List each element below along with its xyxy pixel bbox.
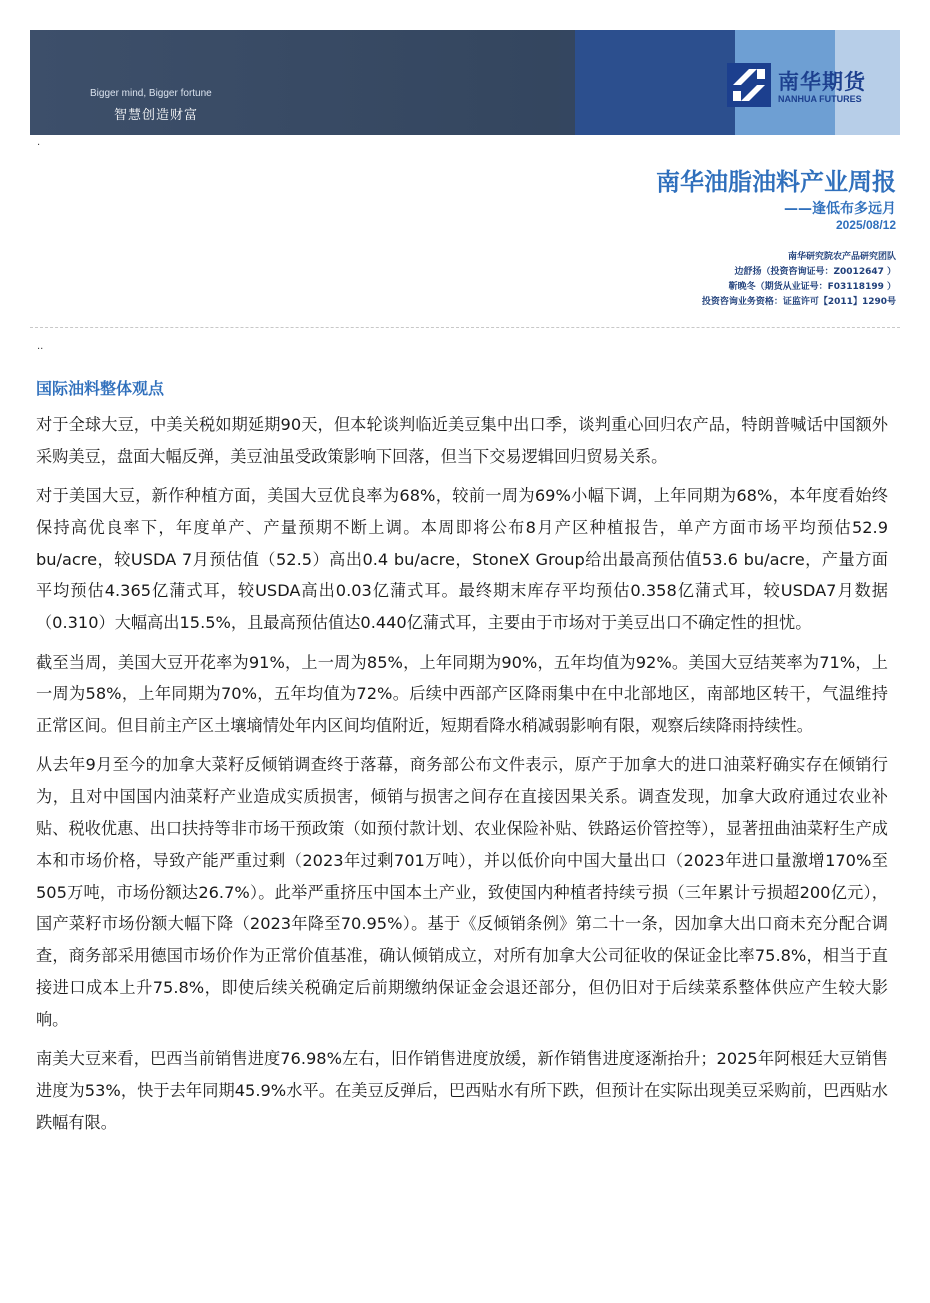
- report-date: 2025/08/12: [835, 218, 896, 232]
- report-subtitle: ——逢低布多远月: [784, 201, 896, 217]
- header-banner: [30, 30, 900, 135]
- logo-text-english: NANHUA FUTURES: [778, 94, 862, 104]
- paragraph-global-soybean: 对于全球大豆，中美关税如期延期90天，但本轮谈判临近美豆集中出口季，谈判重心回归农产品，特朗普喊话中国额外采购美豆，盘面大幅反弹，美豆油虽受政策影响下回落，但当下交易逻辑回归贸易关系。: [36, 415, 888, 466]
- banner-panel-dark: [575, 30, 735, 135]
- paragraph-us-soybean: 对于美国大豆，新作种植方面，美国大豆优良率为68%，较前一周为69%小幅下调，上年同期为68%，本年度看始终保持高优良率下，年度单产、产量预期不断上调。本周即将公布8月产区种植报告，单产方面市场平均预估52.9 bu/acre，较USDA 7月预估值（52.5）高出0.4 bu/acre，StoneX Group给出最高预估值53.6 bu/acre，产量方面平均预估4.365亿蒲式耳，较USDA高出0.03亿蒲式耳。最终期末库存平均预估0.358亿蒲式耳，较USDA7月数据（0.310）大幅高出15.5%，且最高预估值达0.440亿蒲式耳，主要由于市场对于美豆出口不确定性的担忧。: [36, 486, 888, 633]
- section-marker: ··: [37, 344, 44, 355]
- section-heading: 国际油料整体观点: [36, 379, 165, 398]
- slogan-chinese: 智慧创造财富: [114, 108, 199, 123]
- nanhua-logo-icon: [727, 63, 771, 107]
- analyst-1: 边舒扬（投资咨询证号：Z0012647 ）: [734, 267, 896, 277]
- header-divider: [30, 327, 900, 328]
- report-body: [36, 409, 888, 1146]
- license-info: 投资咨询业务资格：证监许可【2011】1290号: [701, 297, 896, 307]
- research-team: 南华研究院农产品研究团队: [787, 252, 896, 262]
- logo-text-chinese: 南华期货: [778, 70, 866, 94]
- slogan-english: Bigger mind, Bigger fortune: [90, 88, 212, 99]
- page-marker: ·: [37, 140, 41, 151]
- analyst-2: 靳晚冬（期货从业证号：F03118199 ）: [728, 282, 896, 292]
- paragraph-south-america: 南美大豆来看，巴西当前销售进度76.98%左右，旧作销售进度放缓，新作销售进度逐渐抬升；2025年阿根廷大豆销售进度为53%，快于去年同期45.9%水平。在美豆反弹后，巴西贴水有所下跌，但预计在实际出现美豆采购前，巴西贴水跌幅有限。: [36, 1049, 888, 1132]
- paragraph-crop-progress: 截至当周，美国大豆开花率为91%，上一周为85%，上年同期为90%，五年均值为92%。美国大豆结荚率为71%，上一周为58%，上年同期为70%，五年均值为72%。后续中西部产区降雨集中在中北部地区，南部地区转干，气温维持正常区间。但目前主产区土壤墒情处年内区间均值附近，短期看降水稍减弱影响有限，观察后续降雨持续性。: [36, 652, 888, 736]
- report-title: 南华油脂油料产业周报: [656, 168, 896, 196]
- author-block: [702, 250, 896, 310]
- paragraph-canada-rapeseed: 从去年9月至今的加拿大菜籽反倾销调查终于落幕，商务部公布文件表示，原产于加拿大的进口油菜籽确实存在倾销行为，且对中国国内油菜籽产业造成实质损害，倾销与损害之间存在直接因果关系。调查发现，加拿大政府通过农业补贴、税收优惠、出口扶持等非市场干预政策（如预付款计划、农业保险补贴、铁路运价管控等），显著扭曲油菜籽生产成本和市场价格，导致产能严重过剩（2023年过剩701万吨），并以低价向中国大量出口（2023年进口量激增170%至505万吨，市场份额达26.7%）。此举严重挤压中国本土产业，致使国内种植者持续亏损（三年累计亏损超200亿元），国产菜籽市场份额大幅下降（2023年降至70.95%）。基于《反倾销条例》第二十一条，因加拿大出口商未充分配合调查，商务部采用德国市场价作为正常价值基准，确认倾销成立，对所有加拿大公司征收的保证金比率75.8%，相当于直接进口成本上升75.8%，即使后续关税确定后前期缴纳保证金会退还部分，但仍旧对于后续菜系整体供应产生较大影响。: [36, 755, 888, 1029]
